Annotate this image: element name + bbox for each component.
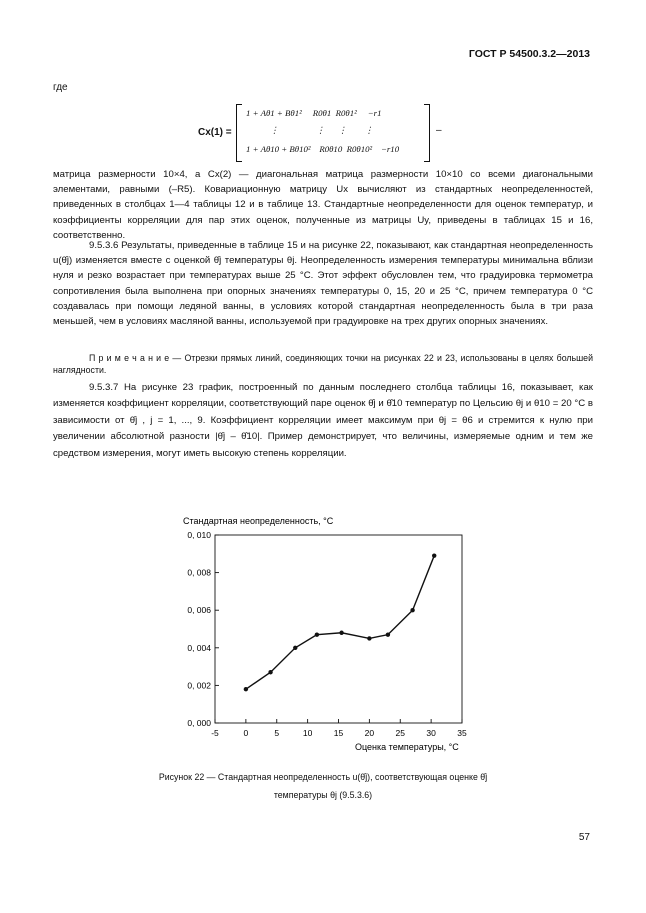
data-point <box>293 646 297 650</box>
x-tick-label: 10 <box>302 728 313 738</box>
y-tick-label: 0, 006 <box>187 605 211 616</box>
data-point <box>432 553 436 557</box>
matrix-right-bracket <box>424 104 430 162</box>
data-point <box>410 608 414 612</box>
x-tick-label: 25 <box>395 728 405 738</box>
matrix-row-10: 1 + Aθ10 + Bθ10² R0θ10 R0θ10² −r10 <box>246 144 400 154</box>
y-tick-label: 0, 004 <box>187 642 211 653</box>
matrix-row-1: 1 + Aθ1 + Bθ1² R0θ1 R0θ1² −r1 <box>246 108 382 118</box>
matrix-left-bracket <box>236 104 242 162</box>
y-tick-label: 0, 002 <box>187 680 211 691</box>
chart-ylabel: Стандартная неопределенность, °C <box>183 516 334 526</box>
note-paragraph: П р и м е ч а н и е — Отрезки прямых линий, соединяющих точки на рисунках 22 и 23, использованы в целях большей наглядности. <box>53 353 593 375</box>
x-tick-label: 5 <box>274 728 280 738</box>
data-point <box>367 636 371 640</box>
data-point <box>386 632 390 636</box>
paragraph-matrix-description: матрица размерности 10×4, а Cx(2) — диагональная матрица размерности 10×10 со всеми диагональными элементами, равными (–R5). Ковариационную матрицу Ux вычисляют из стандартных неопределенностей, приведенных в столбцах 1—4 таблицы 12 и в таблице 13. Стандартные неопределенности для оценок температур, и коэффициенты корреляции для пар этих оценок, полученные из матрицы Uy, приведены в таблицах 15 и 16, соответственно. <box>53 169 593 241</box>
figure-caption-line-2: температуры θj (9.5.3.6) <box>273 790 373 800</box>
document-header: ГОСТ Р 54500.3.2—2013 <box>468 48 590 60</box>
x-tick-label: 30 <box>426 728 436 738</box>
uncertainty-chart <box>170 510 480 755</box>
x-tick-label: 15 <box>333 728 344 738</box>
x-tick-label: 20 <box>364 728 375 738</box>
page-number: 57 <box>578 832 590 843</box>
y-tick-label: 0, 008 <box>187 567 211 578</box>
matrix-row-dots: ⋮ ⋮ ⋮ ⋮ <box>270 125 374 135</box>
y-tick-label: 0, 000 <box>187 718 211 728</box>
where-word: где <box>53 82 68 93</box>
chart-plot-area <box>215 535 462 723</box>
series-line <box>246 556 434 689</box>
y-tick-label: 0, 010 <box>187 530 211 540</box>
data-point <box>315 632 319 636</box>
figure-caption-line-1: Рисунок 22 — Стандартная неопределенность u(θ̂j), соответствующая оценке θ̂j <box>158 772 488 782</box>
data-point <box>339 631 343 635</box>
x-tick-label: -5 <box>211 728 219 738</box>
x-tick-label: 35 <box>457 728 467 738</box>
chart-xlabel: Оценка температуры, °C <box>355 742 459 752</box>
matrix-label: Cx(1) = <box>198 127 232 138</box>
matrix-trail: – <box>436 125 442 136</box>
paragraph-9537: 9.5.3.7 На рисунке 23 график, построенный по данным последнего столбца таблицы 16, показывает, как изменяется коэффициент корреляции, соответствующий паре оценок θ̂j и θ̂10 температур по Цельсию θj и θ10 = 20 °C в зависимости от θ̂j , j = 1, ..., 9. Коэффициент корреляции имеет максимум при θj = θ6 и стремится к нулю при увеличении абсолютной разности |θ̂j – θ̂10|. Пример демонстрирует, что величины, измеряемые одним и тем же средством измерения, могут иметь высокую степень корреляции. <box>53 382 593 459</box>
data-point <box>244 687 248 691</box>
paragraph-9536: 9.5.3.6 Результаты, приведенные в таблице 15 и на рисунке 22, показывают, как стандартная неопределенность u(θ̂j) изменяется вместе с оценкой θ̂j температуры θj. Неопределенность измерения температуры минимальна вблизи нуля и резко возрастает при температурах выше 25 °C. Этот эффект обусловлен тем, что градуировка термометра сопротивления была выполнена при опорных значениях температуры 0, 15, 20 и 25 °C, причем температура 0 °C создавалась при помощи ледяной ванны, в условиях которой стандартная неопределенность была в три раза меньшей, чем в условиях масляной ванны, используемой при градуировке на трех других опорных значениях. <box>53 240 593 328</box>
data-point <box>268 670 272 674</box>
x-tick-label: 0 <box>243 728 249 738</box>
